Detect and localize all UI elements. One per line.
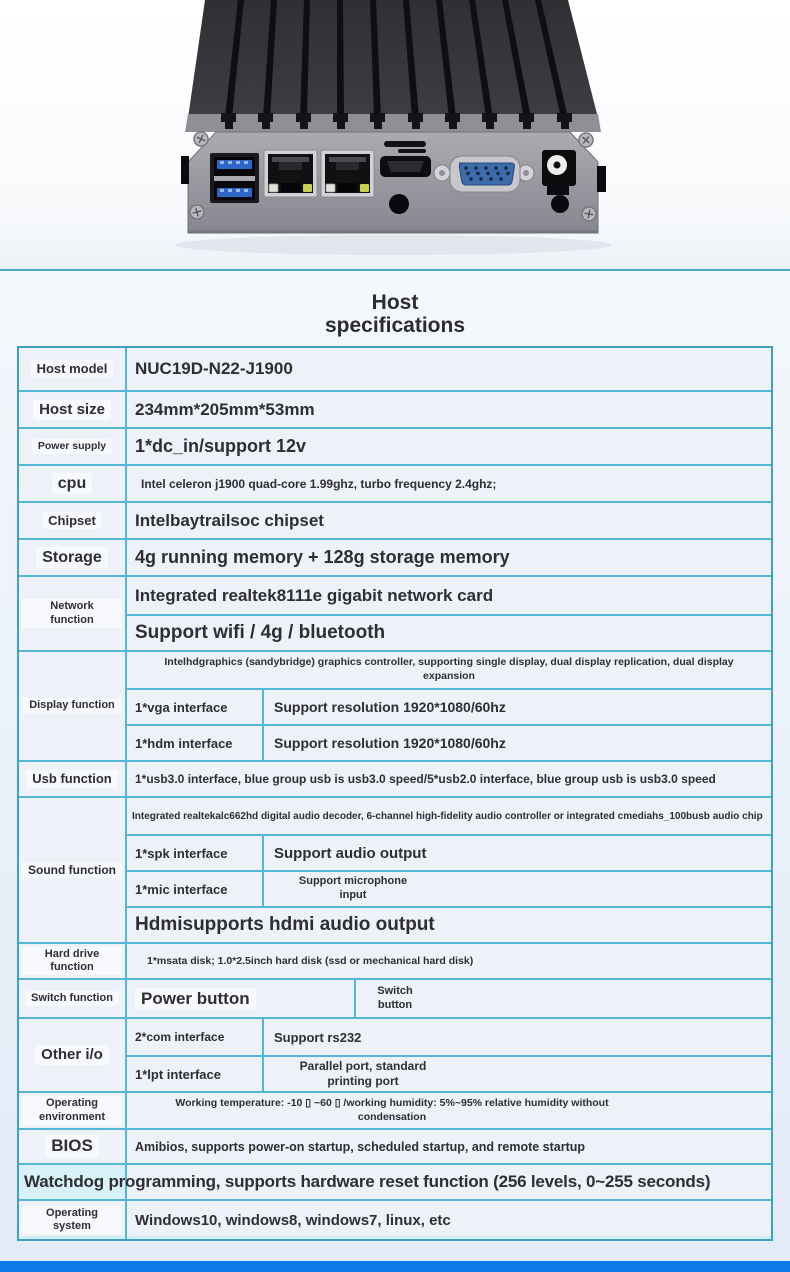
- row-value: 4g running memory + 128g storage memory: [135, 547, 510, 567]
- hdmi-port: [380, 156, 431, 177]
- sound-spk: [127, 834, 771, 870]
- interface-value: Support resolution 1920*1080/60hz: [274, 699, 506, 715]
- row-value: NUC19D-N22-J1900: [135, 359, 293, 378]
- vent-slot-small: [398, 149, 426, 153]
- interface-name: 2*com interface: [127, 1019, 264, 1055]
- row-label: BIOS: [19, 1130, 127, 1163]
- lan-port-2: [321, 150, 374, 197]
- interface-name: 1*lpt interface: [127, 1057, 264, 1091]
- row-display-function: [19, 650, 771, 760]
- row-bios: [19, 1128, 771, 1163]
- row-switch-function: [19, 978, 771, 1017]
- row-host-model: [19, 348, 771, 390]
- row-label: Host model: [19, 348, 127, 390]
- row-watchdog: [19, 1163, 771, 1199]
- display-vga: [127, 688, 771, 724]
- sound-intro: Integrated realtekalc662hd digital audio decoder, 6-channel high-fidelity audio controller or integrated cmediahs_100busb audio chip: [132, 810, 763, 822]
- row-value: Working temperature: -10 ▯ ~60 ▯ /working humidity: 5%~95% relative humidity without condensation: [175, 1097, 609, 1123]
- interface-value: Switch button: [377, 984, 413, 1011]
- spec-table: [17, 346, 773, 1241]
- row-value: Watchdog programming, supports hardware reset function (256 levels, 0~255 seconds): [24, 1172, 711, 1191]
- row-value: Intelbaytrailsoc chipset: [135, 510, 324, 530]
- mini-pc-rear-photo: [0, 0, 790, 269]
- interface-name: 1*mic interface: [127, 872, 264, 906]
- row-value: Windows10, windows8, windows7, linux, etc: [135, 1211, 451, 1229]
- antenna-hole-1: [389, 194, 409, 214]
- row-power-supply: [19, 427, 771, 464]
- interface-value: Parallel port, standard printing port: [299, 1059, 427, 1088]
- side-tab-left: [181, 156, 189, 184]
- io-com: [127, 1019, 771, 1055]
- row-label: Sound function: [19, 798, 127, 942]
- interface-name: 1*hdm interface: [127, 726, 264, 760]
- row-value: 1*usb3.0 interface, blue group usb is usb3.0 speed/5*usb2.0 interface, blue group usb is usb3.0 speed: [135, 772, 716, 786]
- row-value: 1*dc_in/support 12v: [135, 436, 307, 456]
- row-label: Chipset: [19, 503, 127, 538]
- row-cpu: [19, 464, 771, 501]
- interface-name: Power button: [127, 980, 356, 1017]
- interface-value: Support rs232: [274, 1029, 362, 1045]
- row-label: Storage: [19, 540, 127, 575]
- row-other-io: [19, 1017, 771, 1091]
- row-host-size: [19, 390, 771, 427]
- row-value: 1*msata disk; 1.0*2.5inch hard disk (ssd or mechanical hard disk): [147, 955, 474, 967]
- spec-section: [0, 271, 790, 1261]
- row-value: Intel celeron j1900 quad-core 1.99ghz, turbo frequency 2.4ghz;: [141, 476, 497, 491]
- lan-port-1: [264, 150, 317, 197]
- display-intro: Intelhdgraphics (sandybridge) graphics controller, supporting single display, dual display replication, dual display expansion: [164, 656, 734, 682]
- switch-pair: [127, 980, 771, 1017]
- row-label: Operating environment: [19, 1093, 127, 1128]
- interface-value: Support microphone input: [298, 875, 408, 901]
- page-title-line1: Host: [371, 291, 419, 314]
- interface-value: Support audio output: [274, 844, 427, 862]
- row-label: Other i/o: [19, 1019, 127, 1091]
- interface-name: 1*vga interface: [127, 690, 264, 724]
- row-label: cpu: [19, 466, 127, 501]
- network-line-2: Support wifi / 4g / bluetooth: [127, 614, 771, 650]
- row-label: Usb function: [19, 762, 127, 796]
- row-sound-function: [19, 796, 771, 942]
- product-shadow: [175, 235, 611, 255]
- heatsink-fins: [185, 0, 601, 132]
- sound-mic: [127, 870, 771, 906]
- display-hdm: [127, 724, 771, 760]
- network-line-1: Integrated realtek8111e gigabit network card: [135, 585, 494, 605]
- sound-hdmi-audio: Hdmisupports hdmi audio output: [127, 906, 771, 942]
- row-chipset: [19, 501, 771, 538]
- page-title-line2: specifications: [324, 314, 466, 337]
- side-tab-right: [597, 166, 606, 192]
- row-value: 234mm*205mm*53mm: [135, 399, 315, 419]
- row-operating-environment: [19, 1091, 771, 1128]
- row-usb-function: [19, 760, 771, 796]
- interface-value: Support resolution 1920*1080/60hz: [274, 735, 506, 751]
- row-label: Host size: [19, 392, 127, 427]
- io-lpt: [127, 1055, 771, 1091]
- row-network-function: [19, 575, 771, 650]
- interface-name: 1*spk interface: [127, 836, 264, 870]
- page-title: [0, 271, 790, 337]
- row-value: Amibios, supports power-on startup, scheduled startup, and remote startup: [135, 1139, 586, 1154]
- row-storage: [19, 538, 771, 575]
- product-photo: [0, 0, 790, 269]
- row-label: Power supply: [19, 429, 127, 464]
- row-label: Hard drive function: [19, 944, 127, 978]
- row-label: Operating system: [19, 1201, 127, 1239]
- vent-slot: [384, 141, 426, 147]
- usb3-dual-port: [210, 153, 259, 203]
- row-label: Switch function: [19, 980, 127, 1017]
- row-label: Display function: [19, 652, 127, 760]
- row-label: Network function: [19, 577, 127, 650]
- row-hard-drive-function: [19, 942, 771, 978]
- bottom-accent-bar: [0, 1261, 790, 1272]
- antenna-hole-2: [551, 195, 569, 213]
- row-operating-system: [19, 1199, 771, 1239]
